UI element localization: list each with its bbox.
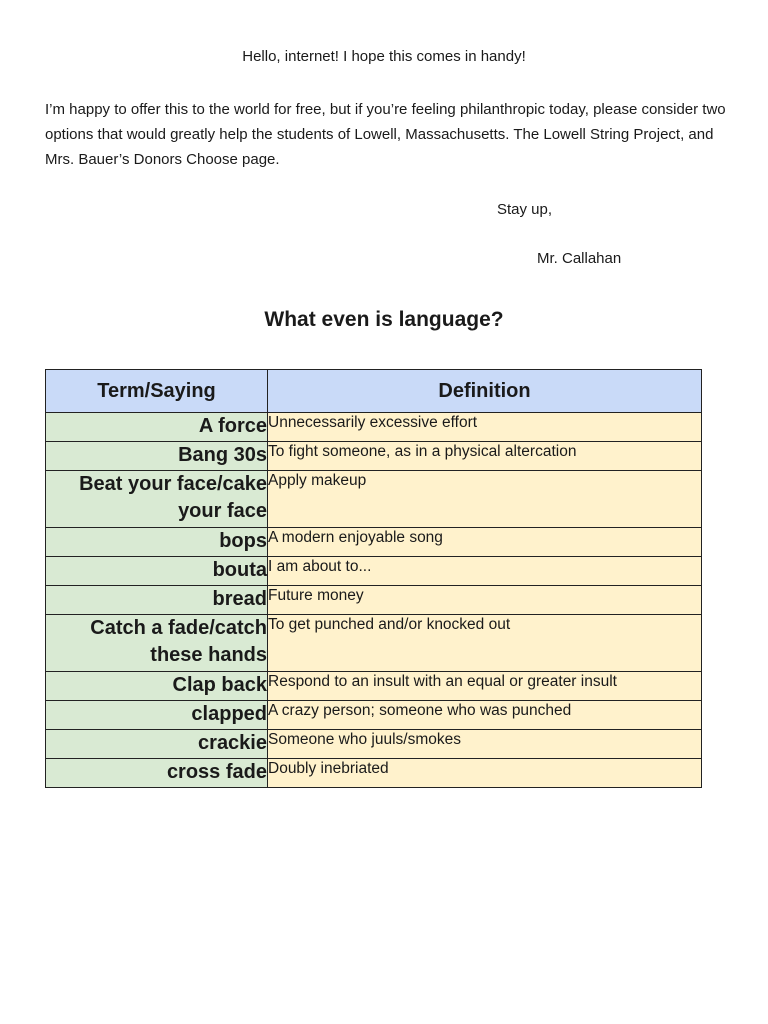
greeting-line: Hello, internet! I hope this comes in handy! bbox=[242, 48, 526, 65]
definition-cell: To fight someone, as in a physical altercation bbox=[268, 442, 702, 471]
term-cell: cross fade bbox=[46, 759, 268, 788]
column-header-definition: Definition bbox=[268, 370, 702, 413]
signature-line: Mr. Callahan bbox=[537, 250, 622, 267]
definition-cell: Someone who juuls/smokes bbox=[268, 730, 702, 759]
term-cell: clapped bbox=[46, 701, 268, 730]
term-cell: bops bbox=[46, 528, 268, 557]
table-row bbox=[46, 557, 702, 586]
table-row bbox=[46, 615, 702, 672]
definition-cell: Apply makeup bbox=[268, 471, 702, 528]
table-row bbox=[46, 759, 702, 788]
definition-cell: Unnecessarily excessive effort bbox=[268, 413, 702, 442]
term-cell: Clap back bbox=[46, 672, 268, 701]
term-cell: Catch a fade/catch these hands bbox=[46, 615, 268, 672]
term-cell: crackie bbox=[46, 730, 268, 759]
table-row bbox=[46, 442, 702, 471]
definition-cell: To get punched and/or knocked out bbox=[268, 615, 702, 672]
table-row bbox=[46, 701, 702, 730]
column-header-term: Term/Saying bbox=[46, 370, 268, 413]
term-cell: bouta bbox=[46, 557, 268, 586]
definition-cell: Doubly inebriated bbox=[268, 759, 702, 788]
table-row bbox=[46, 528, 702, 557]
signoff-line: Stay up, bbox=[497, 201, 553, 218]
definition-cell: A crazy person; someone who was punched bbox=[268, 701, 702, 730]
table-row bbox=[46, 471, 702, 528]
table-header-row bbox=[46, 370, 702, 413]
definition-cell: Respond to an insult with an equal or greater insult bbox=[268, 672, 702, 701]
intro-paragraph: I’m happy to offer this to the world for free, but if you’re feeling philanthropic today, please consider two options that would greatly help the students of Lowell, Massachusetts. The Lowell String Project, and Mrs. Bauer’s Donors Choose page. bbox=[45, 101, 726, 168]
term-cell: Bang 30s bbox=[46, 442, 268, 471]
term-cell: A force bbox=[46, 413, 268, 442]
document-title: What even is language? bbox=[264, 308, 504, 331]
table-row bbox=[46, 730, 702, 759]
term-cell: bread bbox=[46, 586, 268, 615]
table-row bbox=[46, 413, 702, 442]
table-row bbox=[46, 586, 702, 615]
table-row bbox=[46, 672, 702, 701]
definition-cell: I am about to... bbox=[268, 557, 702, 586]
definition-cell: Future money bbox=[268, 586, 702, 615]
term-cell: Beat your face/cake your face bbox=[46, 471, 268, 528]
definition-cell: A modern enjoyable song bbox=[268, 528, 702, 557]
glossary-table bbox=[45, 369, 702, 788]
